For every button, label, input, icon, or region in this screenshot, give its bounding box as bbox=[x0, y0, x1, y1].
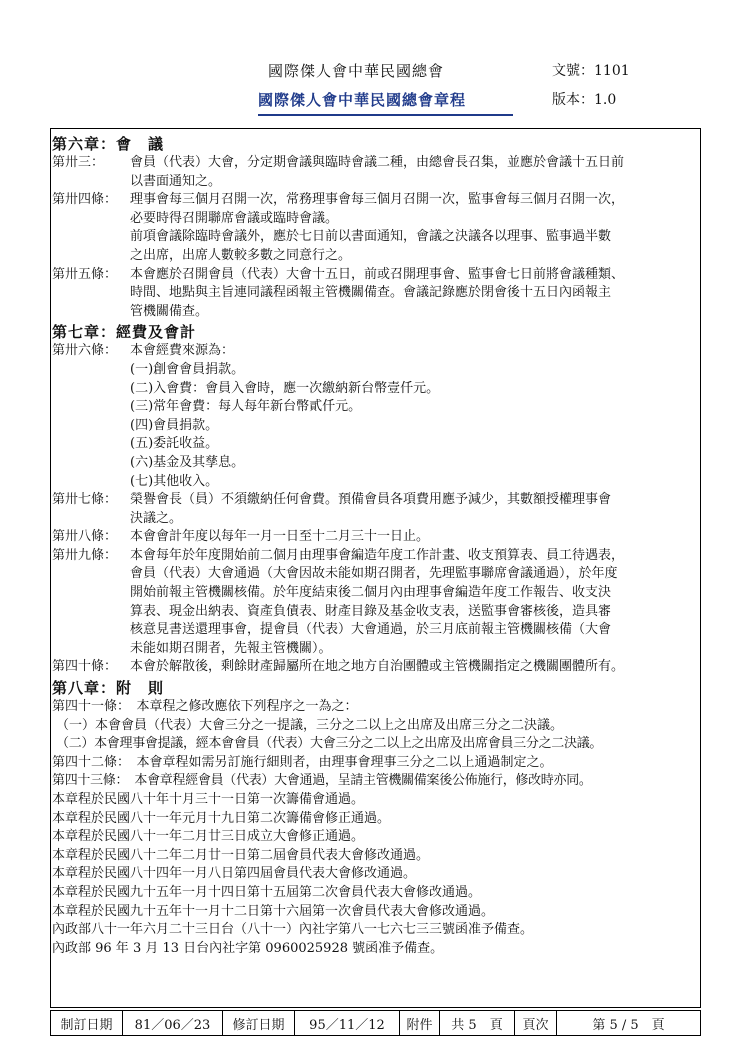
article-label: 第四十條： bbox=[52, 659, 118, 675]
article-text: 本會會計年度以每年一月一日至十二月三十一日止。 bbox=[130, 529, 430, 545]
document-body bbox=[52, 133, 700, 958]
organization-name: 國際傑人會中華民國總會 bbox=[268, 62, 445, 80]
history-entry: 本章程於民國八十一年元月十九日第二次籌備會修正通過。 bbox=[52, 810, 391, 826]
article-text: 榮譽會長（員）不須繳納任何會費。預備會員各項費用應予減少，其數額授權理事會 bbox=[130, 492, 612, 508]
list-item: (三)常年會費：每人每年新台幣貳仟元。 bbox=[130, 399, 362, 415]
document-title: 國際傑人會中華民國總會章程 bbox=[258, 89, 513, 116]
article-text: 會員（代表）大會通過（大會因故未能如期召開者，先理監事聯席會議通過），於年度 bbox=[130, 566, 618, 582]
article-37 bbox=[52, 491, 700, 528]
page-label: 頁次 bbox=[515, 1011, 557, 1035]
article-text: 時間、地點與主旨連同議程函報主管機關備查。會議記錄應於閉會後十五日內函報主 bbox=[130, 285, 612, 301]
article-label: 第卅九條： bbox=[52, 547, 118, 563]
document-version: 版本：1.0 bbox=[552, 92, 617, 108]
article-text: 核意見書送還理事會，提會員（代表）大會通過，於三月底前報主管機關核備（大會 bbox=[130, 622, 612, 638]
list-item: (五)委託收益。 bbox=[130, 436, 219, 452]
article-42: 第四十二條： 本會章程如需另訂施行細則者，由理事會理事三分之二以上通過制定之。 bbox=[52, 754, 553, 770]
article-text: 本會於解散後，剩餘財產歸屬所在地之地方自治團體或主管機關指定之機關團體所有。 bbox=[130, 659, 625, 675]
history-entry: 本章程於民國八十四年一月八日第四屆會員代表大會修改通過。 bbox=[52, 866, 417, 882]
article-43: 第四十三條： 本會章程經會員（代表）大會通過，呈請主管機關備案後公佈施行，修改時亦同。 bbox=[52, 773, 592, 789]
article-text: 以書面通知之。 bbox=[130, 173, 222, 189]
article-text: 本會每年於年度開始前二個月由理事會編造年度工作計畫、收支預算表、員工待遇表， bbox=[130, 547, 625, 563]
amendment-clause-1: （一）本會會員（代表）大會三分之一提議，三分之二以上之出席及出席三分之二決議。 bbox=[56, 717, 564, 733]
article-33 bbox=[52, 154, 700, 191]
document-header bbox=[0, 0, 750, 125]
created-date-value: 81／06／23 bbox=[123, 1011, 223, 1035]
chapter-8-title: 第八章：附 則 bbox=[52, 679, 165, 698]
list-item: (二)入會費：會員入會時，應一次繳納新台幣壹仟元。 bbox=[130, 380, 440, 396]
article-text: 算表、現金出納表、資產負債表、財產目錄及基金收支表，送監事會審核後，造具審 bbox=[130, 603, 612, 619]
chapter-7-title: 第七章：經費及會計 bbox=[52, 323, 197, 342]
document-number: 文號：1101 bbox=[552, 63, 630, 79]
chapter-6-title: 第六章：會 議 bbox=[52, 135, 165, 153]
article-text: 未能如期召開者，先報主管機關）。 bbox=[130, 640, 332, 656]
article-34 bbox=[52, 191, 700, 265]
history-entry: 本章程於民國九十五年十一月十二日第十六屆第一次會員代表大會修改通過。 bbox=[52, 903, 495, 919]
attachment-label: 附件 bbox=[400, 1011, 440, 1035]
article-text: 必要時得召開聯席會議或臨時會議。 bbox=[130, 210, 339, 226]
list-item: (一)創會會員捐款。 bbox=[130, 361, 245, 377]
amendment-clause-2: （二）本會理事會提議，經本會會員（代表）大會三分之二以上之出席及出席會員三分之二決議。 bbox=[56, 736, 603, 752]
list-item: (六)基金及其孳息。 bbox=[130, 454, 245, 470]
history-entry: 本章程於民國八十一年二月廿三日成立大會修正通過。 bbox=[52, 829, 365, 845]
history-entry: 本章程於民國八十二年二月廿一日第二屆會員代表大會修改通過。 bbox=[52, 847, 430, 863]
article-40 bbox=[52, 658, 700, 677]
history-entry: 本章程於民國九十五年一月十四日第十五屆第二次會員代表大會修改通過。 bbox=[52, 884, 482, 900]
attachment-value: 共 5 頁 bbox=[440, 1011, 515, 1035]
history-entry: 本章程於民國八十年十月三十一日第一次籌備會通過。 bbox=[52, 792, 365, 807]
article-label: 第卅六條： bbox=[52, 343, 118, 359]
article-text: 本會應於召開會員（代表）大會十五日，前或召開理事會、監事會七日前將會議種類、 bbox=[130, 266, 625, 282]
article-38 bbox=[52, 528, 700, 547]
revised-date-label: 修訂日期 bbox=[223, 1011, 295, 1035]
article-text: 管機關備查。 bbox=[130, 303, 209, 319]
history-entry: 內政部八十一年六月二十三日台（八十一）內社字第八一七六七三三號函准予備查。 bbox=[52, 922, 534, 938]
list-item: (七)其他收入。 bbox=[130, 473, 219, 489]
article-text: 開始前報主管機關核備。於年度結束後二個月內由理事會編造年度工作報告、收支決 bbox=[130, 585, 612, 601]
article-39 bbox=[52, 547, 700, 659]
document-footer bbox=[50, 1010, 701, 1036]
article-text: 理事會每三個月召開一次，常務理事會每三個月召開一次，監事會每三個月召開一次， bbox=[130, 192, 625, 208]
revised-date-value: 95／11／12 bbox=[295, 1011, 400, 1035]
article-text: 前項會議除臨時會議外，應於七日前以書面通知，會議之決議各以理事、監事過半數 bbox=[130, 229, 612, 245]
article-text: 本會經費來源為： bbox=[130, 343, 235, 359]
article-label: 第卅三： bbox=[52, 155, 105, 170]
article-text: 決議之。 bbox=[130, 510, 183, 526]
article-label: 第卅五條： bbox=[52, 266, 118, 282]
article-label: 第卅八條： bbox=[52, 529, 118, 545]
article-text: 之出席，出席人數較多數之同意行之。 bbox=[130, 247, 352, 263]
article-36 bbox=[52, 342, 700, 491]
article-text: 會員（代表）大會，分定期會議與臨時會議二種，由總會長召集，並應於會議十五日前 bbox=[130, 155, 625, 170]
page-value: 第 5 / 5 頁 bbox=[592, 1017, 665, 1033]
history-entry: 內政部 96 年 3 月 13 日台內社字第 0960025928 號函准予備查。 bbox=[52, 940, 444, 956]
article-label: 第卅七條： bbox=[52, 492, 118, 508]
article-41: 第四十一條： 本章程之修改應依下列程序之一為之： bbox=[52, 699, 358, 715]
article-35 bbox=[52, 266, 700, 322]
article-label: 第卅四條： bbox=[52, 192, 118, 208]
list-item: (四)會員捐款。 bbox=[130, 417, 219, 433]
created-date-label: 制訂日期 bbox=[51, 1011, 123, 1035]
